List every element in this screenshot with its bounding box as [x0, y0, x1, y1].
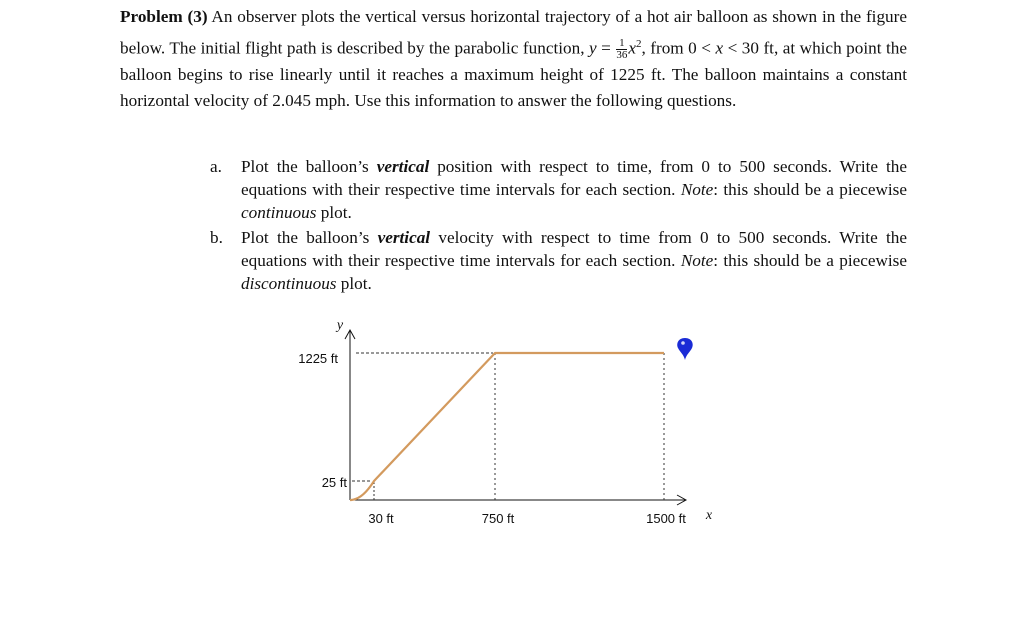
note-label: Note [680, 251, 714, 270]
y-tick-25: 25 ft [321, 475, 347, 490]
x-tick-30: 30 ft [368, 511, 394, 526]
question-text: velocity with respect to time from 0 to 500 seconds. Write the equations with their respective time intervals for each section. [241, 228, 907, 270]
plot-kind: discontinuous [241, 274, 337, 293]
y-axis-label: y [336, 318, 344, 333]
eq-equals: = [596, 38, 616, 58]
question-marker: a. [210, 157, 222, 176]
question-text: Plot the balloon’s [241, 157, 377, 176]
question-emphasis: vertical [376, 157, 430, 176]
question-text: plot. [316, 203, 352, 222]
fraction-denominator: 36 [616, 48, 628, 61]
question-text: position with respect to time, from 0 to 500 seconds. Write the equations with their respective time intervals for each section. [241, 157, 907, 199]
y-tick-1225: 1225 ft [298, 351, 338, 366]
note-label: Note [680, 180, 714, 199]
trajectory-path [350, 353, 664, 500]
intro-text-1: An observer plots the vertical versus horizontal trajectory of a hot air balloon as shown in the figure below. The initial flight path is described by the parabolic function, [120, 7, 907, 58]
x-axis-label: x [705, 508, 713, 523]
intro-x-var: x [715, 38, 724, 58]
question-emphasis: vertical [377, 228, 431, 247]
balloon-icon [677, 338, 692, 360]
x-tick-1500: 1500 ft [646, 511, 686, 526]
question-text: Plot the balloon’s [241, 228, 378, 247]
eq-y-var: y [589, 38, 597, 58]
question-marker: b. [210, 228, 223, 247]
x-tick-750: 750 ft [481, 511, 515, 526]
eq-exponent: 2 [635, 37, 642, 50]
question-text: : this should be a piecewise [713, 251, 907, 270]
question-text: plot. [336, 274, 372, 293]
plot-kind: continuous [241, 203, 317, 222]
problem-label: Problem (3) [120, 7, 208, 26]
question-text: : this should be a piecewise [713, 180, 907, 199]
intro-text-3: < 30 ft, at which point the balloon begins to rise linearly until it reaches a maximum height of 1225 ft. The balloon maintains a constant horizontal velocity of 2.045 mph. Use this information to answer the following questions. [120, 38, 907, 111]
fraction-numerator: 1 [616, 38, 627, 50]
eq-x-var: x [628, 38, 636, 58]
intro-text-2: , from 0 < [641, 38, 716, 58]
